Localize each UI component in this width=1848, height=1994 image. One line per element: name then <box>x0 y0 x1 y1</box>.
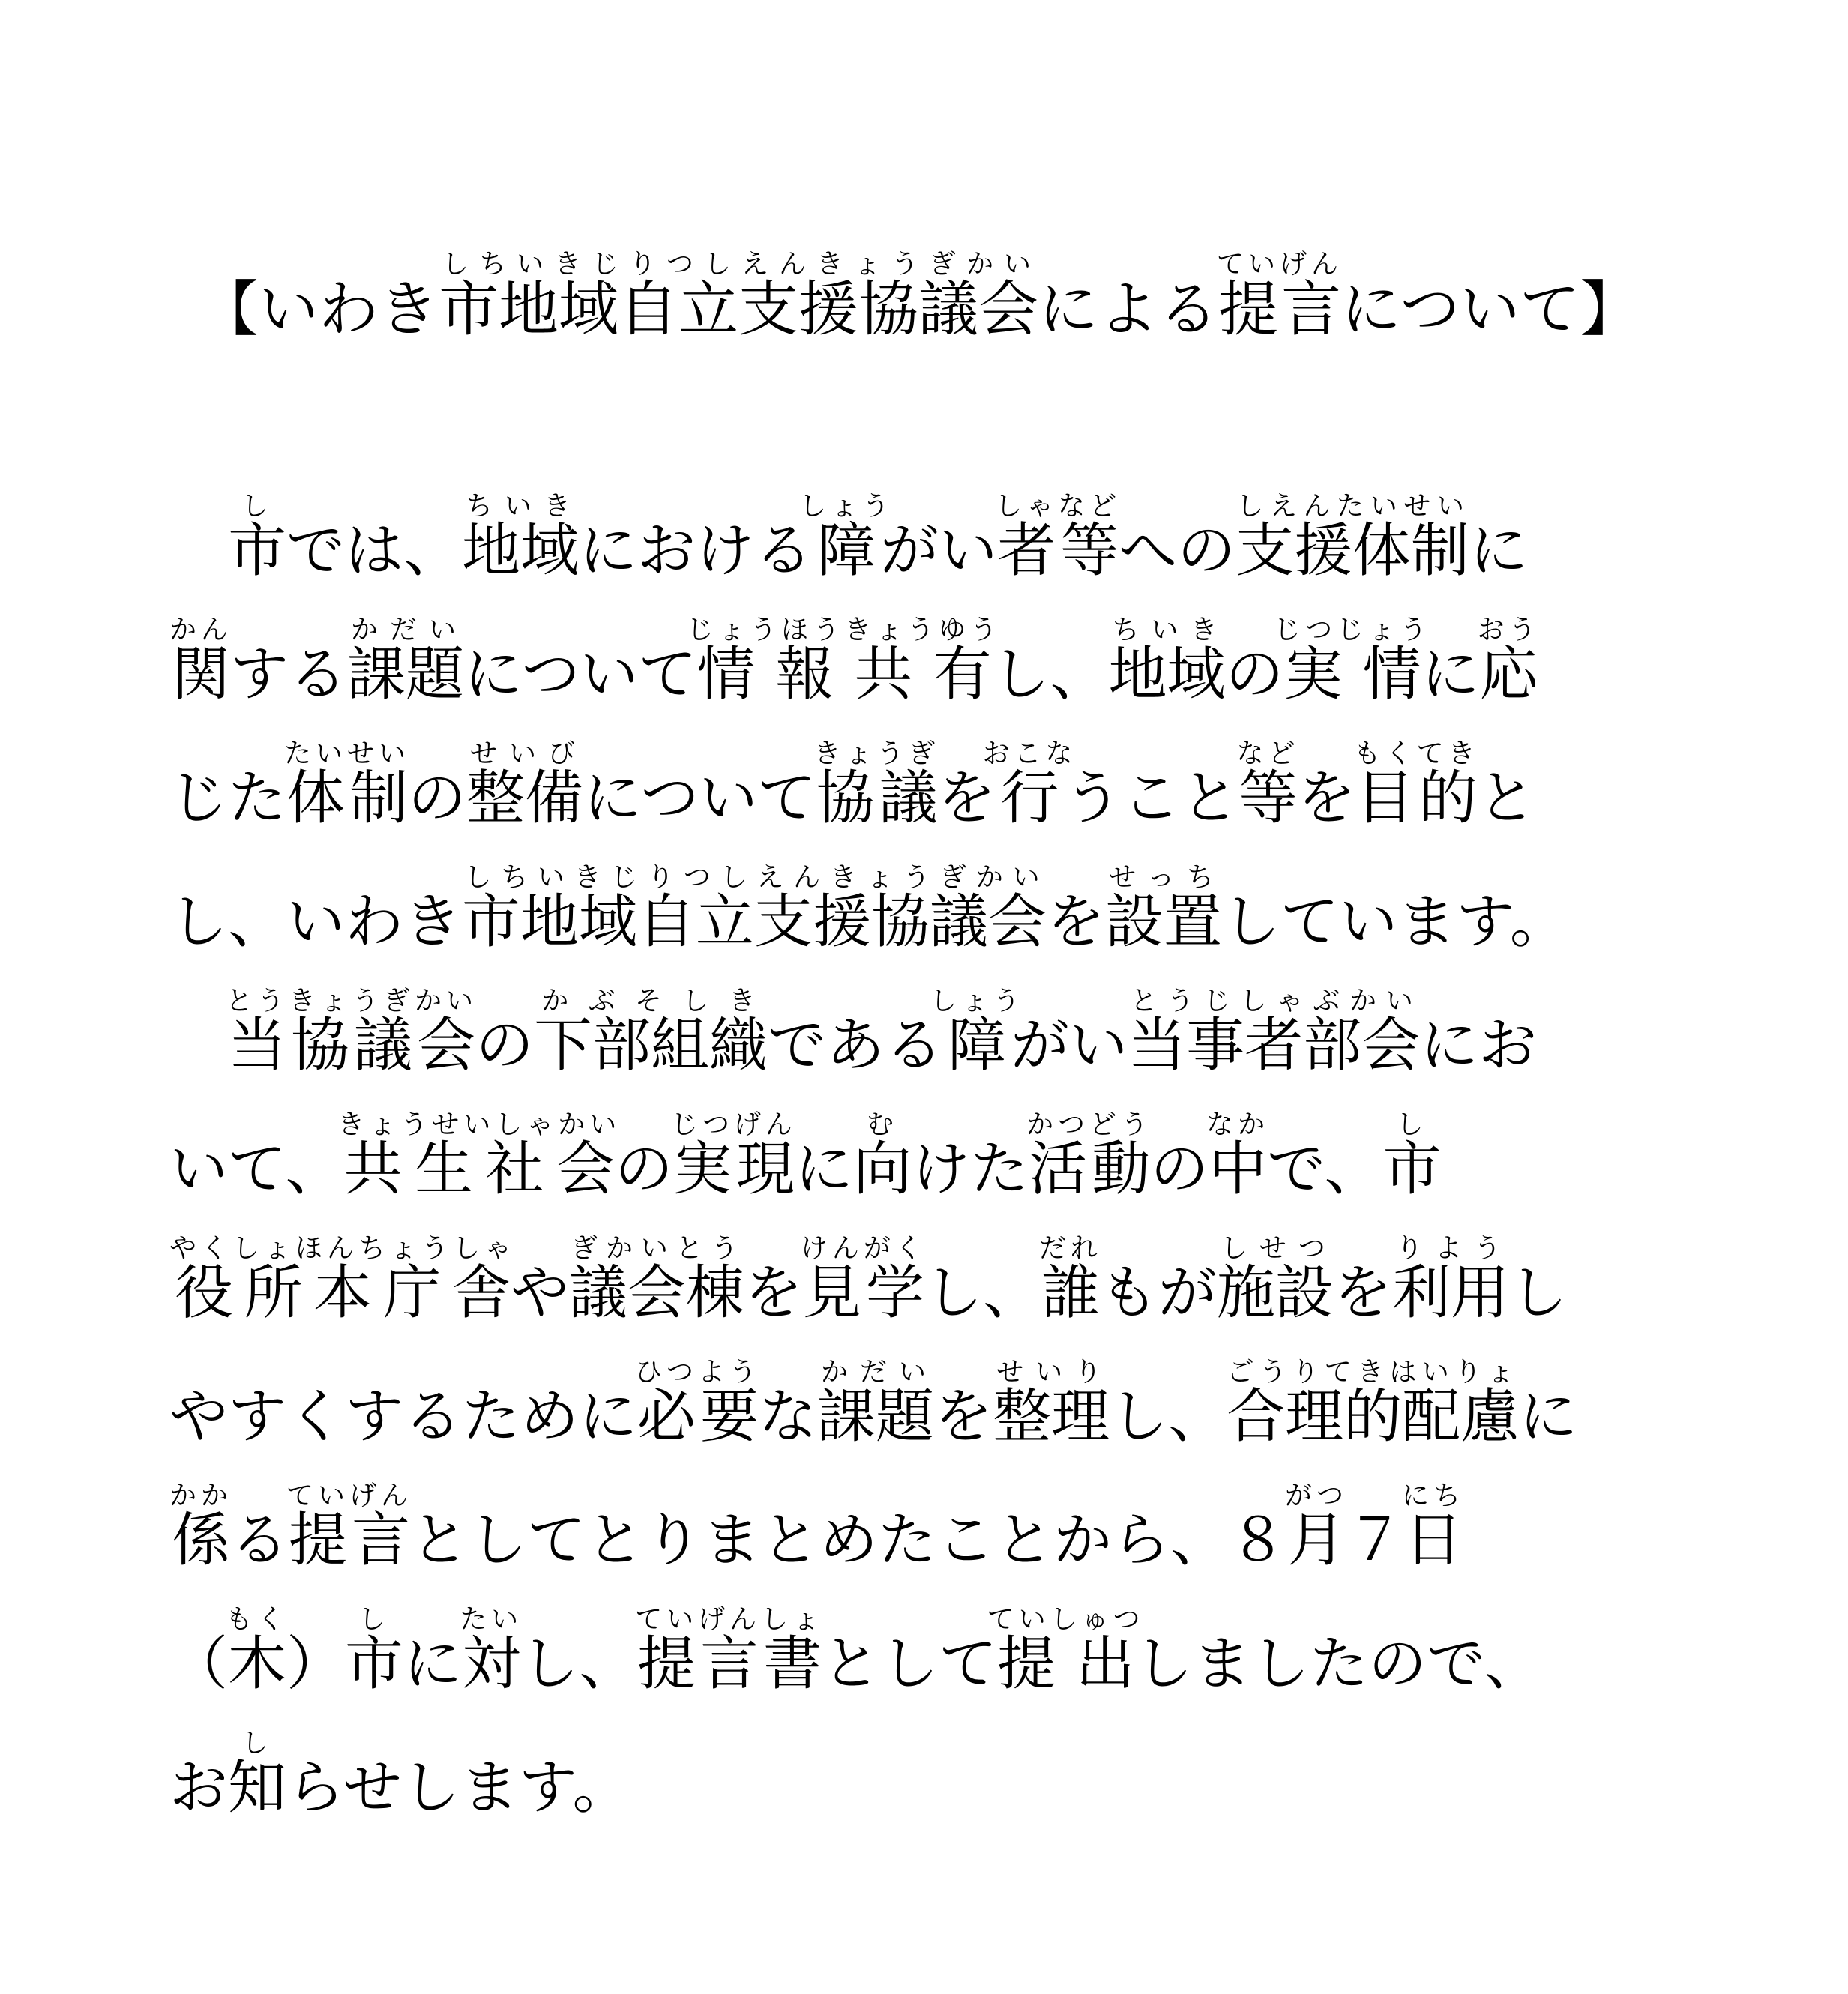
text-segment: の <box>1225 641 1284 708</box>
ruby-reading: ぎかいとう <box>568 1233 744 1264</box>
ruby-base: 合理的配慮 <box>1227 1383 1520 1451</box>
body-line-1 <box>169 491 1528 588</box>
ruby-base: 月 <box>1285 1507 1349 1574</box>
text-segment: もが <box>1099 1259 1217 1327</box>
ruby-word <box>1236 738 1300 832</box>
text-segment: けた <box>912 1136 1029 1203</box>
text-segment: らせします。 <box>286 1754 631 1822</box>
ruby-base: 施設 <box>1216 1259 1334 1327</box>
text-segment: （ <box>169 1630 229 1698</box>
text-segment: ） <box>286 1630 346 1698</box>
ruby-word <box>799 491 894 585</box>
ruby-reading: にち <box>1402 1481 1466 1511</box>
ruby-base: 木 <box>226 1630 289 1698</box>
ruby-word <box>982 738 1077 832</box>
ruby-reading: もく <box>226 1604 289 1635</box>
text-segment: に <box>795 1136 854 1203</box>
ruby-base: 目的 <box>1353 765 1480 832</box>
ruby-base: 下部組織 <box>534 1012 768 1079</box>
ruby-base: 誰 <box>1038 1259 1102 1327</box>
text-segment: に <box>403 1630 463 1698</box>
body-line-8 <box>169 1357 1577 1454</box>
text-segment: る <box>230 1507 289 1574</box>
ruby-reading: しょう <box>930 986 1025 1016</box>
ruby-word <box>1274 615 1432 708</box>
ruby-base: 市地域自立支援協議会 <box>439 274 1038 344</box>
ruby-reading: やくしょほんちょうしゃ <box>169 1233 517 1264</box>
ruby-reading: かか <box>169 1481 233 1511</box>
ruby-reading: たい <box>460 1604 523 1635</box>
text-segment: の <box>475 1012 535 1079</box>
ruby-word <box>817 1357 935 1451</box>
ruby-reading: ていげん <box>1217 249 1343 280</box>
body-line-4 <box>169 862 1568 960</box>
body-line-5 <box>169 986 1537 1083</box>
ruby-base: 応 <box>1477 641 1541 708</box>
text-segment: な <box>759 1383 818 1451</box>
text-segment <box>169 517 228 585</box>
body-line-11 <box>169 1728 630 1825</box>
ruby-reading: ていしゅつ <box>987 1604 1145 1635</box>
ruby-base: 活動 <box>1026 1136 1153 1203</box>
text-segment: を <box>744 1259 803 1327</box>
body-line-10 <box>169 1604 1543 1702</box>
ruby-word <box>534 986 768 1079</box>
ruby-reading: だれ <box>1038 1233 1102 1264</box>
body-line-6 <box>169 1109 1442 1207</box>
ruby-reading: かつどう <box>1026 1109 1153 1140</box>
text-segment: しています。 <box>1222 888 1568 956</box>
ruby-base: 情報共有 <box>687 641 1002 708</box>
ruby-reading: む <box>853 1109 912 1140</box>
ruby-reading: とうきょうぎかい <box>226 986 478 1016</box>
ruby-word <box>1285 1481 1349 1574</box>
ruby-reading: おこな <box>982 738 1077 769</box>
ruby-word <box>462 862 1047 956</box>
title-open-bracket: 【 <box>199 274 259 344</box>
ruby-word <box>1108 615 1226 708</box>
ruby-reading: しちいきじりつしえんきょうぎかい <box>439 249 1038 280</box>
title-text: による <box>1038 274 1218 344</box>
body-line-7 <box>169 1233 1568 1331</box>
ruby-word <box>1038 1233 1102 1327</box>
text-segment: である <box>768 1012 944 1079</box>
title-close-bracket: 】 <box>1580 274 1640 344</box>
ruby-word <box>1477 615 1541 708</box>
body-line-9 <box>169 1481 1465 1578</box>
ruby-base: 見学 <box>800 1259 927 1327</box>
ruby-base: 地域 <box>1108 641 1226 708</box>
ruby-reading: ていげん <box>286 1481 413 1511</box>
ruby-word <box>568 1233 744 1327</box>
ruby-reading: ごうりてきはいりょ <box>1227 1357 1520 1388</box>
ruby-base: 障 <box>799 517 894 585</box>
ruby-word <box>337 1109 621 1203</box>
ruby-reading: かぶそしき <box>534 986 768 1016</box>
ruby-reading: せっち <box>1105 862 1223 893</box>
ruby-word <box>228 1728 287 1822</box>
ruby-reading: かん <box>169 615 233 645</box>
ruby-reading: けんがく <box>800 1233 927 1264</box>
text-segment: の <box>614 1136 673 1203</box>
text-segment: を <box>934 1383 993 1451</box>
ruby-reading: ていげんしょ <box>635 1604 825 1635</box>
ruby-reading: じつじょう <box>1274 615 1432 645</box>
ruby-base: 提出 <box>987 1630 1145 1698</box>
ruby-word <box>1402 1481 1466 1574</box>
ruby-word <box>993 1357 1110 1451</box>
ruby-word <box>670 1109 797 1203</box>
ruby-base: 議会棟 <box>568 1259 744 1327</box>
ruby-word <box>687 615 1002 708</box>
text-segment: する <box>230 641 348 708</box>
ruby-reading: なか <box>1206 1109 1270 1140</box>
ruby-word <box>169 1233 517 1327</box>
text-segment: を <box>1333 1259 1392 1327</box>
ruby-base: 市 <box>345 1630 404 1698</box>
text-segment: では、 <box>286 517 463 585</box>
text-segment: の <box>1150 1136 1209 1203</box>
ruby-reading: かだい <box>347 615 465 645</box>
ruby-reading: し <box>228 1728 287 1759</box>
ruby-base: 市 <box>1382 1136 1442 1203</box>
text-segment: がい <box>1011 1012 1128 1079</box>
ruby-base: 支援体制 <box>1235 517 1470 585</box>
text-segment: し、 <box>1110 1383 1227 1451</box>
ruby-reading: ちいき <box>462 491 580 522</box>
ruby-word <box>1227 1357 1520 1451</box>
ruby-base: 整理 <box>993 1383 1110 1451</box>
text-segment: の <box>408 765 467 832</box>
page-title <box>199 249 1640 347</box>
ruby-word <box>169 615 233 708</box>
ruby-reading: ひつよう <box>635 1357 762 1388</box>
ruby-base: 必要 <box>635 1383 762 1451</box>
ruby-reading: しせつ <box>1216 1233 1334 1264</box>
text-segment: における <box>579 517 813 585</box>
ruby-word <box>813 738 940 832</box>
ruby-base: 日 <box>1402 1507 1466 1574</box>
ruby-reading: たいせい <box>284 738 411 769</box>
text-segment: やすくするために <box>169 1383 638 1451</box>
text-segment: し、 <box>520 1630 638 1698</box>
ruby-base: 市 <box>228 517 287 585</box>
ruby-word <box>1216 1233 1334 1327</box>
ruby-reading: し <box>228 491 287 522</box>
text-segment: について <box>583 765 816 832</box>
ruby-reading: ちいき <box>1108 615 1226 645</box>
ruby-base: 障 <box>930 1012 1025 1079</box>
text-segment: じた <box>169 765 287 832</box>
ruby-word <box>800 1233 927 1327</box>
ruby-word <box>1353 738 1480 832</box>
ruby-base: 提言 <box>1217 274 1343 344</box>
ruby-word <box>228 491 287 585</box>
text-segment: として <box>822 1630 998 1698</box>
text-segment: を <box>1297 765 1356 832</box>
ruby-word <box>853 1109 912 1203</box>
ruby-reading: もくてき <box>1353 738 1480 769</box>
ruby-base: 係 <box>169 1507 233 1574</box>
ruby-word <box>1235 491 1470 585</box>
text-segment: で、 <box>1267 1136 1383 1203</box>
text-segment: し <box>1508 1259 1568 1327</box>
ruby-word <box>1391 1233 1509 1327</box>
ruby-word <box>466 738 584 832</box>
ruby-reading: じょうほうきょうゆう <box>687 615 1002 645</box>
text-segment: と <box>1477 765 1536 832</box>
text-segment: への <box>1119 517 1236 585</box>
text-segment: に <box>1519 1383 1578 1451</box>
ruby-reading: とうじしゃぶかい <box>1128 986 1421 1016</box>
ruby-base: 設置 <box>1105 888 1223 956</box>
text-segment: に <box>1421 641 1480 708</box>
ruby-reading: がつ <box>1285 1481 1349 1511</box>
ruby-word <box>635 1604 825 1698</box>
ruby-base: 体制 <box>284 765 411 832</box>
text-segment: しましたので、 <box>1134 1630 1543 1698</box>
text-segment: いて、 <box>169 1136 344 1203</box>
ruby-word <box>1026 1109 1153 1203</box>
ruby-base: 実現 <box>670 1136 797 1203</box>
ruby-base: 対 <box>460 1630 523 1698</box>
ruby-base: 課題 <box>817 1383 935 1451</box>
ruby-base: 課題 <box>347 641 465 708</box>
ruby-base: 実情 <box>1274 641 1432 708</box>
ruby-base: 向 <box>853 1136 912 1203</box>
ruby-word <box>635 1357 762 1451</box>
title-ruby <box>439 249 1038 344</box>
ruby-reading: おう <box>1477 615 1541 645</box>
text-segment: ７ <box>1346 1507 1405 1574</box>
ruby-reading: しえんたいせい <box>1235 491 1470 522</box>
text-segment: お <box>169 1754 229 1822</box>
text-segment: うこと <box>1063 765 1239 832</box>
ruby-base: 整備 <box>466 765 584 832</box>
ruby-word <box>226 986 478 1079</box>
ruby-base: 提言 <box>286 1507 413 1574</box>
ruby-word <box>930 986 1025 1079</box>
ruby-base: 行 <box>982 765 1077 832</box>
ruby-base: 利用 <box>1391 1259 1509 1327</box>
ruby-base: 当事者部会 <box>1128 1012 1421 1079</box>
ruby-base: 者等 <box>995 517 1122 585</box>
ruby-base: 等 <box>1236 765 1300 832</box>
ruby-base: 共生社会 <box>337 1136 621 1203</box>
text-segment: し、いわき <box>169 888 463 956</box>
title-text: いわき <box>259 274 439 344</box>
body-line-3 <box>169 738 1536 836</box>
text-segment: にお <box>1420 1012 1538 1079</box>
ruby-word <box>462 491 580 585</box>
text-segment: を <box>1047 888 1106 956</box>
text-segment: がい <box>880 517 998 585</box>
ruby-reading: し <box>1382 1109 1442 1140</box>
ruby-word <box>1105 862 1223 956</box>
ruby-reading: りよう <box>1391 1233 1509 1264</box>
text-segment: し、 <box>924 1259 1041 1327</box>
ruby-word <box>286 1481 413 1574</box>
ruby-word <box>1382 1109 1442 1203</box>
body-line-2 <box>169 615 1541 712</box>
ruby-reading: せいり <box>993 1357 1110 1388</box>
ruby-reading: かだい <box>817 1357 935 1388</box>
ruby-reading: きょうせいしゃかい <box>337 1109 621 1140</box>
text-segment: を <box>937 765 996 832</box>
ruby-base: 協議 <box>813 765 940 832</box>
ruby-reading: しゃなど <box>995 491 1122 522</box>
text-segment: し、 <box>991 641 1109 708</box>
ruby-base: 知 <box>228 1754 287 1822</box>
ruby-word <box>284 738 411 832</box>
ruby-base: 関 <box>169 641 233 708</box>
ruby-word <box>226 1604 289 1698</box>
ruby-base: 当協議会 <box>226 1012 478 1079</box>
title-text: について <box>1341 274 1580 344</box>
text-segment: や <box>510 1259 569 1327</box>
text-segment: について <box>464 641 697 708</box>
ruby-word <box>460 1604 523 1698</box>
ruby-base: 役所本庁舎 <box>169 1259 516 1327</box>
ruby-base: 市地域自立支援協議会 <box>462 888 1047 956</box>
ruby-word <box>995 491 1122 585</box>
text-segment: としてとりまとめたことから、８ <box>410 1507 1288 1574</box>
ruby-word <box>987 1604 1145 1698</box>
ruby-word <box>1206 1109 1270 1203</box>
ruby-word <box>345 1604 404 1698</box>
ruby-base: 中 <box>1206 1136 1270 1203</box>
ruby-reading: じつげん <box>670 1109 797 1140</box>
ruby-reading: し <box>345 1604 404 1635</box>
ruby-reading: しちいきじりつしえんきょうぎかい <box>462 862 1047 893</box>
ruby-base: 地域 <box>462 517 580 585</box>
ruby-reading: しょう <box>799 491 894 522</box>
ruby-reading: せいび <box>466 738 584 769</box>
ruby-reading: きょうぎ <box>813 738 940 769</box>
text-segment <box>169 1012 228 1079</box>
ruby-reading: など <box>1236 738 1300 769</box>
ruby-word <box>169 1481 233 1574</box>
ruby-base: 提言書 <box>635 1630 825 1698</box>
text-segment: に <box>1469 517 1529 585</box>
title-ruby <box>1217 249 1343 344</box>
ruby-word <box>1128 986 1421 1079</box>
ruby-word <box>347 615 465 708</box>
